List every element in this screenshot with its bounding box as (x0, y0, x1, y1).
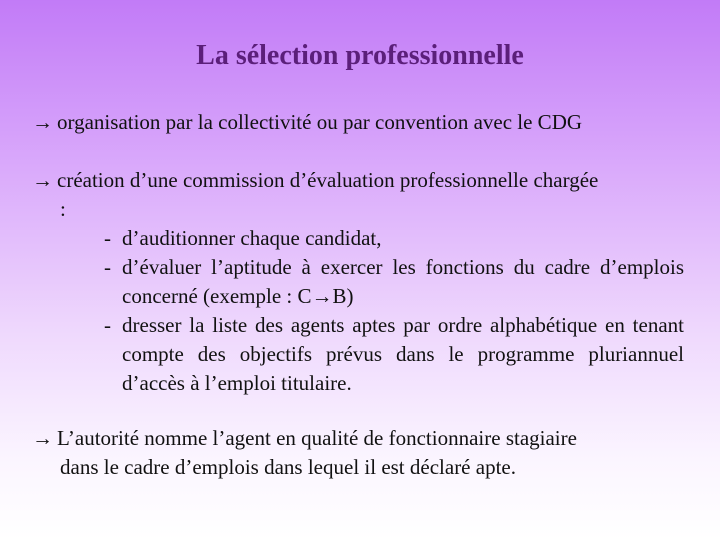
right-arrow-icon: → (32, 168, 53, 192)
list-dash: - (104, 255, 111, 279)
list-item-text: d’évaluer l’aptitude à exercer les fonctions du cadre d’emplois concerné (exemple : C (122, 255, 684, 308)
list-item (32, 311, 684, 398)
paragraph-organisation-text: organisation par la collectivité ou par convention avec le CDG (57, 110, 583, 134)
paragraph-nomination-lead: L’autorité nomme l’agent en qualité de fonctionnaire stagiaire (57, 426, 577, 450)
right-arrow-icon: → (311, 284, 333, 308)
paragraph-organisation (32, 108, 684, 137)
paragraph-nomination-continuation: dans le cadre d’emplois dans lequel il est déclaré apte. (60, 455, 516, 479)
list-item (32, 224, 684, 253)
list-item-text: dresser la liste des agents aptes par ordre alphabétique en tenant compte des objectifs prévus dans le programme pluriannuel d’accès à l’emploi titulaire. (122, 313, 684, 395)
list-item-text: d’auditionner chaque candidat, (122, 226, 382, 250)
list-item (32, 253, 684, 311)
commission-task-list (32, 224, 684, 398)
paragraph-commission-colon: : (60, 197, 66, 221)
list-dash: - (104, 226, 111, 250)
paragraph-commission-lead: création d’une commission d’évaluation professionnelle chargée (57, 168, 599, 192)
paragraph-nomination (32, 424, 684, 482)
right-arrow-icon: → (32, 426, 53, 450)
right-arrow-icon: → (32, 110, 53, 134)
slide-title: La sélection professionnelle (196, 40, 524, 71)
paragraph-commission (32, 166, 684, 398)
paragraph-commission-lead-line (32, 166, 684, 195)
paragraph-nomination-lead-line (32, 424, 684, 453)
list-dash: - (104, 313, 111, 337)
list-item-text-tail: B) (332, 284, 354, 308)
